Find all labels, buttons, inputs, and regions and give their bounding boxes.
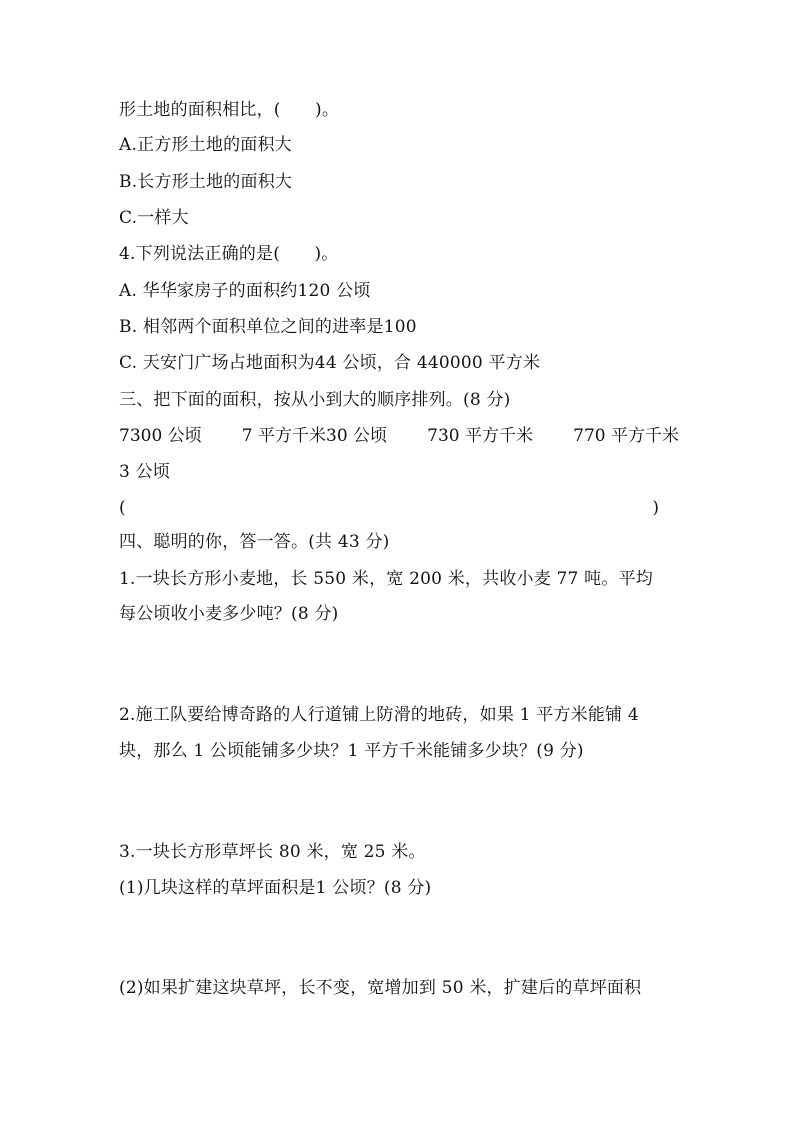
problem1-line1: 1.一块长方形小麦地，长 550 米，宽 200 米，共收小麦 77 吨。平均: [119, 569, 653, 589]
problem3-sub1: (1)几块这样的草坪面积是1 公顷？(8 分): [119, 878, 432, 898]
q4-option-c: C. 天安门广场占地面积为44 公顷，合 440000 平方米: [119, 353, 541, 373]
q3-option-a: A.正方形土地的面积大: [119, 135, 292, 155]
area-list: [119, 425, 679, 447]
area-item: 770 平方千米: [573, 426, 679, 446]
q4-option-a: A. 华华家房子的面积约120 公顷: [119, 281, 371, 301]
area-item-last: 3 公顷: [119, 462, 171, 482]
area-item: 7300 公顷: [119, 426, 202, 446]
answer-open-paren: (: [119, 498, 126, 518]
area-item: 730 平方千米: [427, 426, 534, 446]
area-item: 7 平方千米30 公顷: [241, 426, 388, 446]
q4-stem: 4.下列说法正确的是( )。: [119, 244, 339, 264]
problem2-line2: 块，那么 1 公顷能铺多少块？1 平方千米能铺多少块？(9 分): [119, 741, 584, 761]
section3-heading: 三、把下面的面积，按从小到大的顺序排列。(8 分): [119, 390, 511, 410]
section4-heading: 四、聪明的你，答一答。(共 43 分): [119, 532, 390, 552]
problem2-line1: 2.施工队要给博奇路的人行道铺上防滑的地砖，如果 1 平方米能铺 4: [119, 705, 639, 725]
problem3-stem: 3.一块长方形草坪长 80 米，宽 25 米。: [119, 842, 426, 862]
answer-close-paren: ): [652, 498, 659, 518]
problem1-line2: 每公顷收小麦多少吨？(8 分): [119, 604, 339, 624]
q4-option-b: B. 相邻两个面积单位之间的进率是100: [119, 317, 417, 337]
problem3-sub2: (2)如果扩建这块草坪，长不变，宽增加到 50 米，扩建后的草坪面积: [119, 978, 642, 998]
q3-option-c: C.一样大: [119, 208, 189, 228]
ordering-answer-blank: [119, 497, 659, 519]
q3-stem-tail: 形土地的面积相比，( )。: [119, 100, 340, 120]
q3-option-b: B.长方形土地的面积大: [119, 172, 293, 192]
